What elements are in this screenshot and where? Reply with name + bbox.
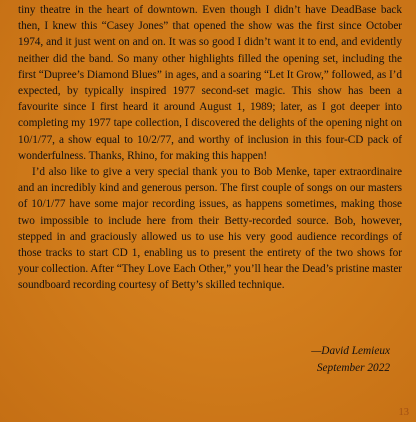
paragraph-1: tiny theatre in the heart of downtown. Even though I didn’t have DeadBase back then, I knew this “Casey Jones” that opened the show was the first since October 1974, and it just went on and on. It was so good I didn’t want it to end, and evidently neither did the band. So many other highlights filled the opening set, including the first “Dupree’s Diamond Blues” in ages, and a soaring “Let It Grow,” followed, as I’d expected, by typically inspired 1977 second-set magic. This show has been a favourite since I first heard it around August 1, 1989; later, as I got deeper into completing my 1977 tape collection, I discovered the delights of the opening night on 10/1/77, a show equal to 10/2/77, and worthy of inclusion in this four-CD pack of wonderfulness. Thanks, Rhino, for making this happen! (18, 4, 402, 162)
signature-block (311, 343, 390, 377)
page-number: 13 (398, 407, 409, 418)
paragraph-2: I’d also like to give a very special thank you to Bob Menke, taper extraordinaire and an incredibly kind and generous person. The first couple of songs on our masters of 10/1/77 have some major recording issues, as happens sometimes, making those two impossible to include here from their Betty-recorded source. Bob, however, stepped in and graciously allowed us to use his very good audience recordings of those tracks to start CD 1, enabling us to present the entirety of the two shows for your collection. After “They Love Each Other,” you’ll hear the Dead’s pristine master soundboard recording courtesy of Betty’s skilled technique. (18, 166, 402, 292)
body-text (18, 2, 402, 294)
signature-date: September 2022 (316, 362, 390, 374)
author-name: —David Lemieux (311, 345, 390, 357)
